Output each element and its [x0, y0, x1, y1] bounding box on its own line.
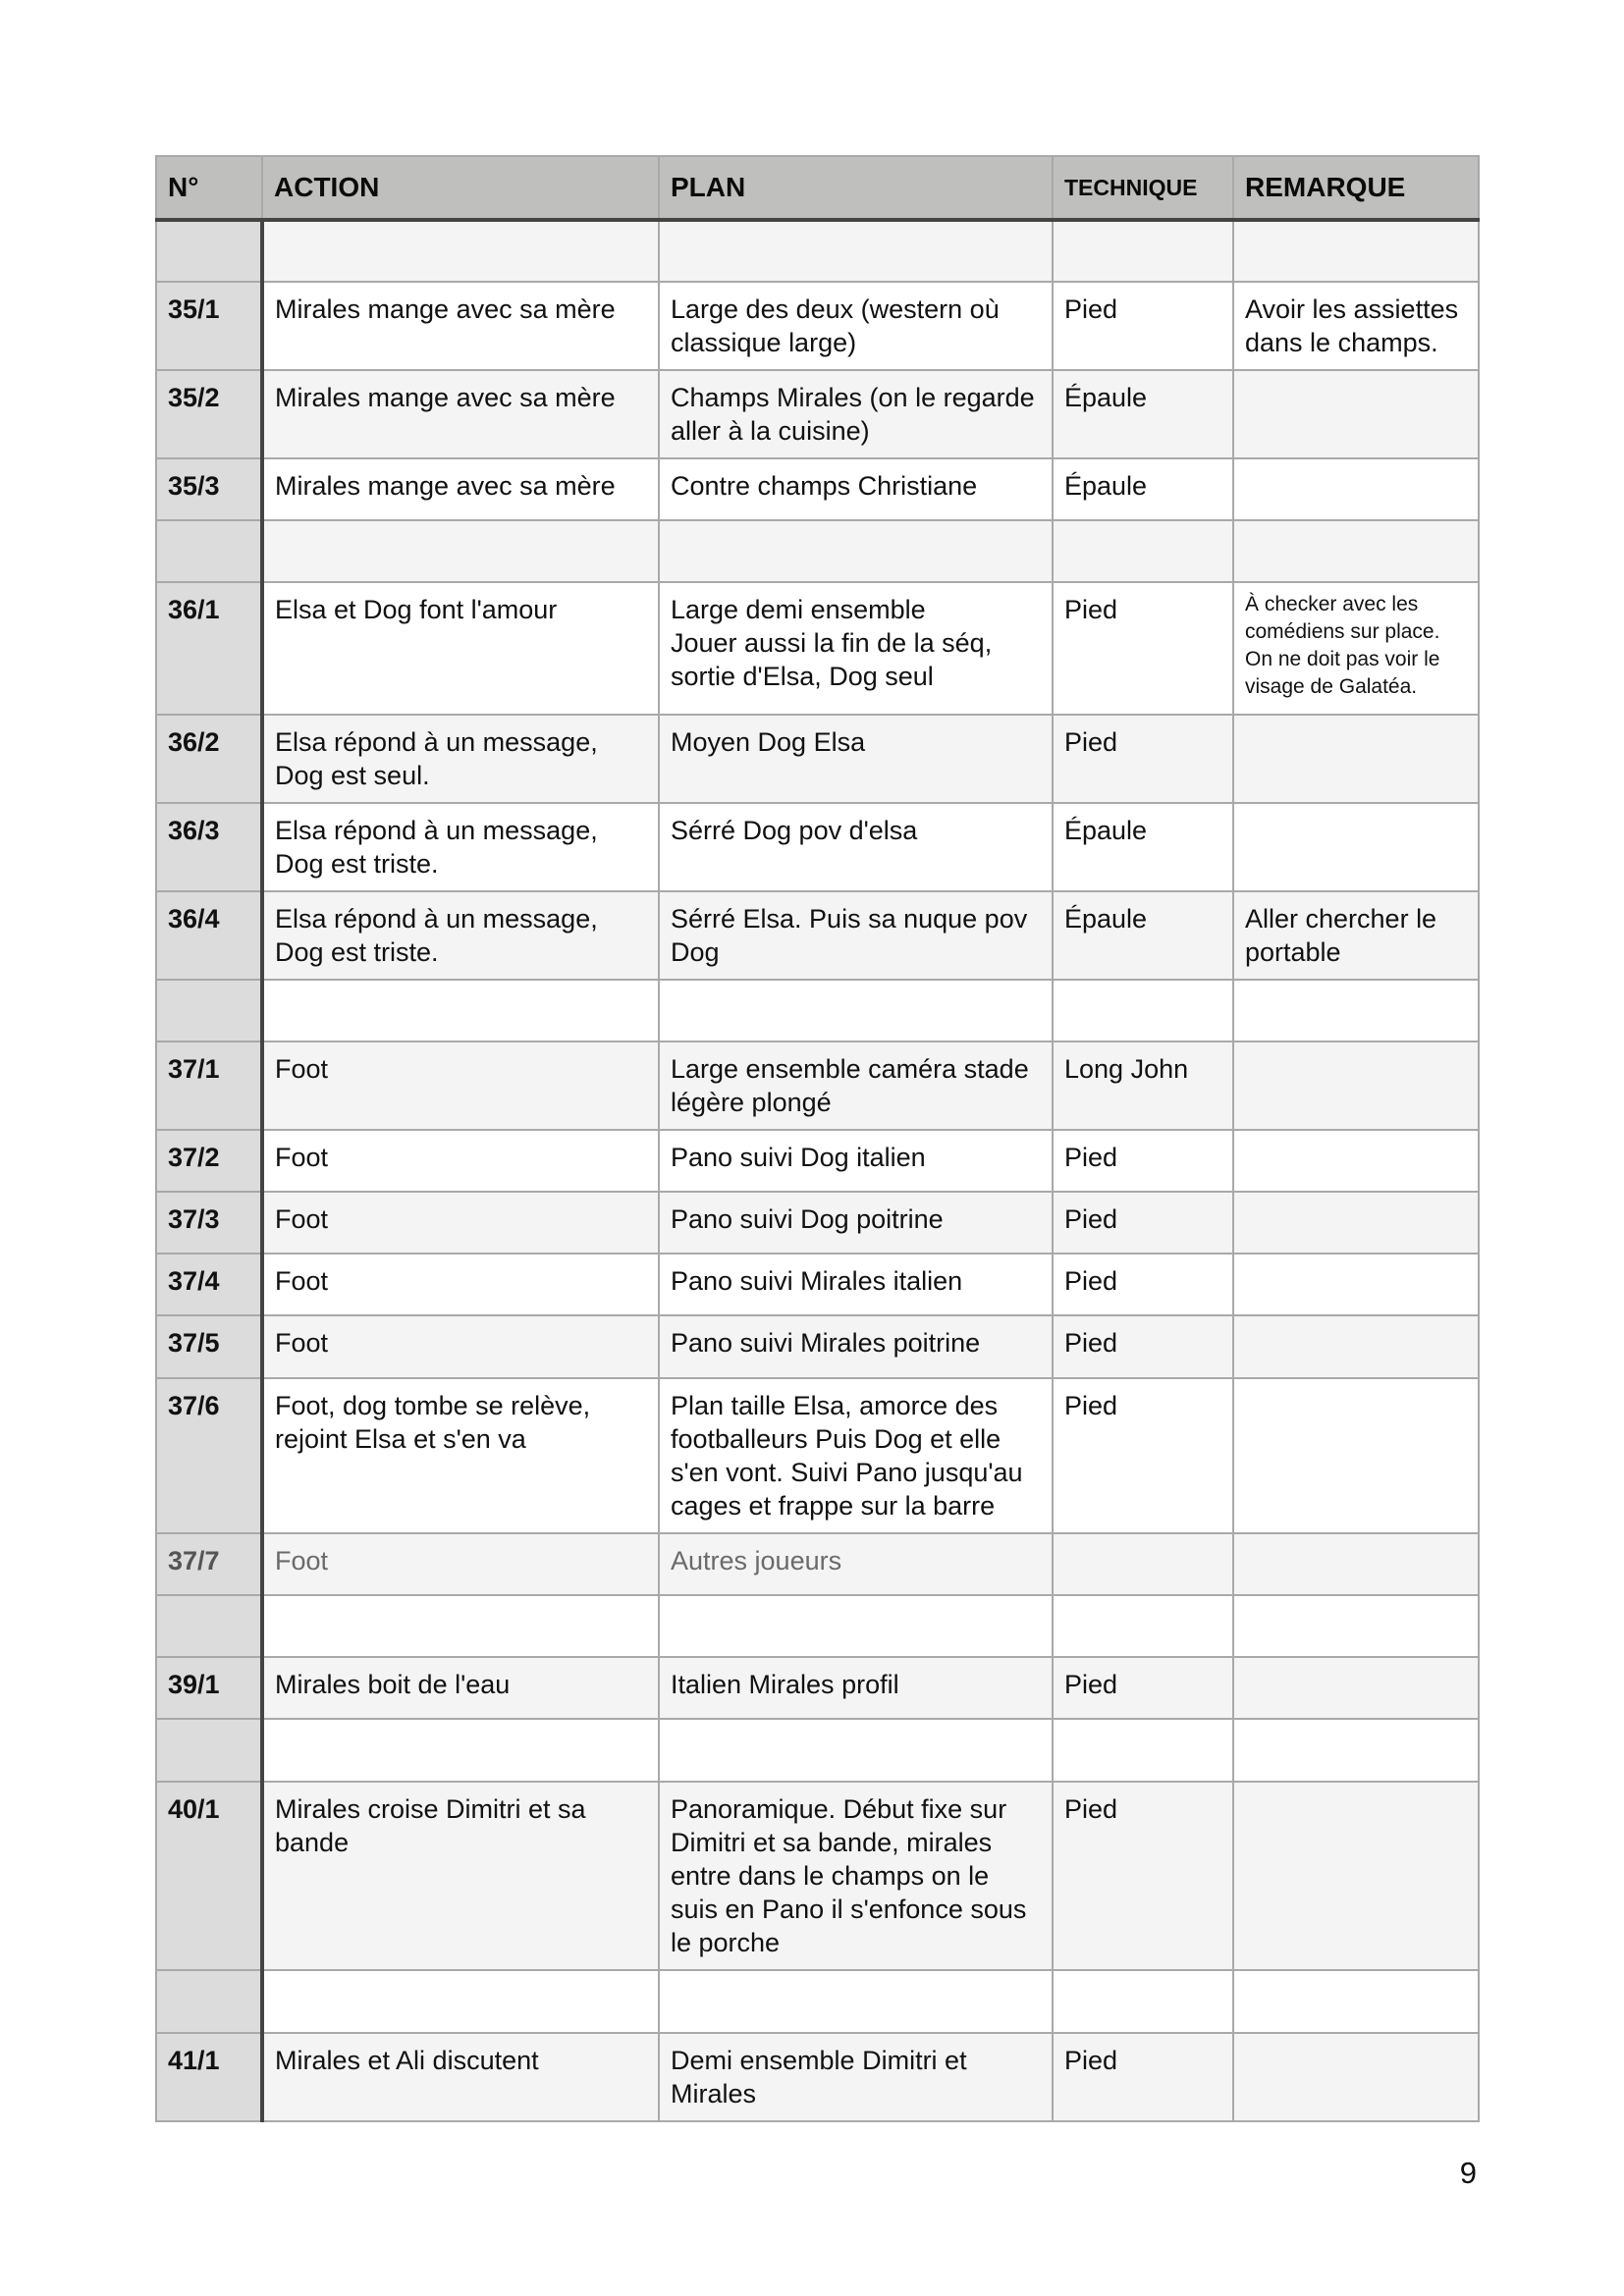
cell-plan-text: Autres joueurs: [671, 1546, 842, 1575]
cell-num-text: 37/7: [168, 1546, 220, 1575]
cell-technique-text: Pied: [1064, 1794, 1118, 1824]
cell-plan-text: Large demi ensemble Jouer aussi la fin de la séq, sortie d'Elsa, Dog seul: [671, 595, 993, 691]
cell-technique: [1053, 458, 1233, 520]
cell-action-text: Mirales boit de l'eau: [275, 1670, 511, 1699]
page-number: 9: [1459, 2156, 1477, 2190]
cell-action-text: Mirales et Ali discutent: [275, 2046, 539, 2075]
cell-plan-text: Pano suivi Dog italien: [671, 1143, 926, 1172]
cell-num: [156, 520, 262, 582]
cell-plan: [659, 891, 1053, 980]
cell-technique-text: Pied: [1064, 1670, 1118, 1699]
table-row: [156, 1315, 1479, 1378]
cell-num: [156, 1041, 262, 1130]
cell-action: [262, 1254, 659, 1315]
cell-plan: [659, 715, 1053, 803]
table-row: [156, 458, 1479, 520]
table-row: [156, 1378, 1479, 1533]
cell-plan-text: Plan taille Elsa, amorce des footballeurs Puis Dog et elle s'en vont. Suivi Pano jusqu'au cages et frappe sur la barre: [671, 1391, 1023, 1521]
cell-num: [156, 2033, 262, 2121]
cell-plan-text: Panoramique. Début fixe sur Dimitri et sa bande, mirales entre dans le champs on le suis en Pano il s'enfonce sous le porche: [671, 1794, 1027, 1957]
cell-plan: [659, 2033, 1053, 2121]
cell-action-text: Elsa répond à un message, Dog est triste.: [275, 904, 598, 967]
cell-action: [262, 1657, 659, 1719]
cell-num: [156, 980, 262, 1041]
cell-num: [156, 715, 262, 803]
cell-action-text: Foot, dog tombe se relève, rejoint Elsa et s'en va: [275, 1391, 591, 1454]
cell-num-text: 36/2: [168, 727, 220, 757]
cell-technique: [1053, 1533, 1233, 1595]
cell-num-text: 36/4: [168, 904, 220, 934]
cell-remarque: [1233, 1970, 1479, 2033]
cell-action-text: Foot: [275, 1266, 329, 1296]
cell-remarque: [1233, 1595, 1479, 1657]
cell-action: [262, 1533, 659, 1595]
shot-list-table: [155, 155, 1480, 2122]
cell-num: [156, 1378, 262, 1533]
cell-plan: [659, 1254, 1053, 1315]
cell-num: [156, 1782, 262, 1970]
cell-plan: [659, 220, 1053, 282]
cell-num: [156, 1595, 262, 1657]
cell-action: [262, 458, 659, 520]
cell-remarque: [1233, 1130, 1479, 1192]
cell-plan: [659, 1378, 1053, 1533]
cell-num: [156, 220, 262, 282]
cell-remarque: [1233, 715, 1479, 803]
table-row-spacer: [156, 520, 1479, 582]
header-remarque: REMARQUE: [1233, 156, 1479, 220]
cell-plan: [659, 1130, 1053, 1192]
cell-num-text: 37/6: [168, 1391, 220, 1420]
cell-plan: [659, 1657, 1053, 1719]
table-body: [156, 220, 1479, 2121]
cell-remarque: [1233, 1719, 1479, 1782]
cell-remarque: [1233, 458, 1479, 520]
table-row: [156, 282, 1479, 370]
cell-technique-text: Épaule: [1064, 816, 1148, 845]
header-technique: TECHNIQUE: [1053, 156, 1233, 220]
table-row-spacer: [156, 980, 1479, 1041]
cell-plan: [659, 1782, 1053, 1970]
cell-technique: [1053, 803, 1233, 891]
cell-technique: [1053, 1192, 1233, 1254]
table-row-spacer: [156, 220, 1479, 282]
cell-action-text: Mirales mange avec sa mère: [275, 294, 616, 324]
cell-action-text: Mirales croise Dimitri et sa bande: [275, 1794, 586, 1857]
cell-num: [156, 803, 262, 891]
cell-plan: [659, 582, 1053, 715]
cell-num-text: 36/3: [168, 816, 220, 845]
cell-remarque: [1233, 1254, 1479, 1315]
cell-plan-text: Sérré Dog pov d'elsa: [671, 816, 918, 845]
cell-num: [156, 1970, 262, 2033]
cell-num-text: 41/1: [168, 2046, 220, 2075]
header-plan: PLAN: [659, 156, 1053, 220]
cell-num-text: 35/1: [168, 294, 220, 324]
cell-num-text: 37/2: [168, 1143, 220, 1172]
table-row: [156, 803, 1479, 891]
cell-remarque-text: À checker avec les comédiens sur place. On ne doit pas voir le visage de Galatéa.: [1245, 593, 1440, 698]
cell-remarque: [1233, 891, 1479, 980]
cell-plan: [659, 1595, 1053, 1657]
cell-plan: [659, 980, 1053, 1041]
cell-technique-text: Épaule: [1064, 904, 1148, 934]
cell-num-text: 35/2: [168, 383, 220, 412]
cell-remarque: [1233, 582, 1479, 715]
cell-remarque: [1233, 1533, 1479, 1595]
cell-num: [156, 458, 262, 520]
cell-plan-text: Champs Mirales (on le regarde aller à la cuisine): [671, 383, 1035, 446]
cell-plan-text: Sérré Elsa. Puis sa nuque pov Dog: [671, 904, 1028, 967]
cell-remarque: [1233, 1192, 1479, 1254]
cell-action-text: Elsa répond à un message, Dog est seul.: [275, 727, 598, 790]
table-row: [156, 1192, 1479, 1254]
cell-num: [156, 370, 262, 458]
table-row: [156, 1782, 1479, 1970]
cell-remarque: [1233, 370, 1479, 458]
cell-plan-text: Moyen Dog Elsa: [671, 727, 866, 757]
cell-remarque: [1233, 1782, 1479, 1970]
cell-technique-text: Pied: [1064, 1266, 1118, 1296]
cell-action: [262, 891, 659, 980]
cell-plan-text: Demi ensemble Dimitri et Mirales: [671, 2046, 967, 2109]
cell-num-text: 35/3: [168, 471, 220, 501]
cell-remarque-text: Avoir les assiettes dans le champs.: [1245, 294, 1459, 357]
cell-num-text: 37/3: [168, 1204, 220, 1234]
cell-action-text: Mirales mange avec sa mère: [275, 471, 616, 501]
table-row: [156, 1533, 1479, 1595]
cell-plan: [659, 458, 1053, 520]
cell-action: [262, 282, 659, 370]
cell-technique: [1053, 1378, 1233, 1533]
cell-remarque: [1233, 282, 1479, 370]
cell-remarque: [1233, 1315, 1479, 1378]
cell-num: [156, 1192, 262, 1254]
cell-technique: [1053, 1315, 1233, 1378]
cell-technique-text: Pied: [1064, 1204, 1118, 1234]
cell-technique-text: Épaule: [1064, 471, 1148, 501]
table-row: [156, 1254, 1479, 1315]
table-row: [156, 891, 1479, 980]
table-header-row: [156, 156, 1479, 220]
cell-num: [156, 582, 262, 715]
cell-technique: [1053, 1970, 1233, 2033]
cell-technique-text: Long John: [1064, 1054, 1189, 1084]
cell-plan: [659, 803, 1053, 891]
cell-action-text: Foot: [275, 1143, 329, 1172]
header-num: N°: [156, 156, 262, 220]
cell-action-text: Elsa et Dog font l'amour: [275, 595, 558, 624]
cell-technique: [1053, 1782, 1233, 1970]
cell-action: [262, 1041, 659, 1130]
cell-technique: [1053, 2033, 1233, 2121]
cell-remarque: [1233, 980, 1479, 1041]
cell-remarque: [1233, 220, 1479, 282]
cell-action-text: Mirales mange avec sa mère: [275, 383, 616, 412]
cell-plan-text: Contre champs Christiane: [671, 471, 978, 501]
cell-plan: [659, 1533, 1053, 1595]
cell-technique-text: Pied: [1064, 595, 1118, 624]
table-row: [156, 715, 1479, 803]
cell-num: [156, 891, 262, 980]
cell-num-text: 40/1: [168, 1794, 220, 1824]
cell-action: [262, 520, 659, 582]
cell-plan: [659, 520, 1053, 582]
cell-num: [156, 1315, 262, 1378]
cell-remarque: [1233, 520, 1479, 582]
table-row-spacer: [156, 1595, 1479, 1657]
cell-plan-text: Pano suivi Mirales italien: [671, 1266, 963, 1296]
cell-technique: [1053, 1657, 1233, 1719]
table-row: [156, 2033, 1479, 2121]
cell-action-text: Foot: [275, 1054, 329, 1084]
cell-action: [262, 980, 659, 1041]
cell-technique: [1053, 1595, 1233, 1657]
cell-technique: [1053, 520, 1233, 582]
cell-action: [262, 1192, 659, 1254]
cell-technique: [1053, 1041, 1233, 1130]
cell-plan-text: Italien Mirales profil: [671, 1670, 899, 1699]
cell-action: [262, 1782, 659, 1970]
cell-technique: [1053, 220, 1233, 282]
cell-remarque: [1233, 803, 1479, 891]
cell-remarque: [1233, 1041, 1479, 1130]
cell-action: [262, 370, 659, 458]
cell-plan-text: Pano suivi Mirales poitrine: [671, 1328, 981, 1358]
cell-num: [156, 1657, 262, 1719]
cell-plan: [659, 1315, 1053, 1378]
table-row-spacer: [156, 1719, 1479, 1782]
cell-plan-text: Large ensemble caméra stade légère plongé: [671, 1054, 1029, 1117]
cell-action-text: Foot: [275, 1328, 329, 1358]
cell-num-text: 37/4: [168, 1266, 220, 1296]
cell-action-text: Foot: [275, 1546, 329, 1575]
cell-technique: [1053, 1719, 1233, 1782]
cell-plan-text: Large des deux (western où classique large): [671, 294, 1000, 357]
cell-remarque: [1233, 1657, 1479, 1719]
cell-action: [262, 715, 659, 803]
cell-remarque: [1233, 1378, 1479, 1533]
cell-plan: [659, 1041, 1053, 1130]
cell-num-text: 36/1: [168, 595, 220, 624]
cell-technique-text: Pied: [1064, 294, 1118, 324]
cell-technique: [1053, 715, 1233, 803]
cell-action-text: Foot: [275, 1204, 329, 1234]
cell-plan: [659, 1970, 1053, 2033]
cell-action: [262, 1970, 659, 2033]
table-row: [156, 1657, 1479, 1719]
header-action: ACTION: [262, 156, 659, 220]
cell-technique: [1053, 370, 1233, 458]
cell-technique: [1053, 282, 1233, 370]
cell-technique-text: Pied: [1064, 2046, 1118, 2075]
cell-technique: [1053, 980, 1233, 1041]
cell-plan: [659, 370, 1053, 458]
cell-plan: [659, 282, 1053, 370]
table-row: [156, 582, 1479, 715]
cell-num: [156, 282, 262, 370]
cell-technique: [1053, 1130, 1233, 1192]
cell-action: [262, 803, 659, 891]
cell-num-text: 37/5: [168, 1328, 220, 1358]
cell-num: [156, 1719, 262, 1782]
cell-technique-text: Épaule: [1064, 383, 1148, 412]
cell-action-text: Elsa répond à un message, Dog est triste.: [275, 816, 598, 879]
cell-technique-text: Pied: [1064, 1143, 1118, 1172]
cell-action: [262, 582, 659, 715]
table-row: [156, 1041, 1479, 1130]
cell-num: [156, 1533, 262, 1595]
cell-action: [262, 220, 659, 282]
cell-num-text: 39/1: [168, 1670, 220, 1699]
cell-action: [262, 2033, 659, 2121]
cell-technique-text: Pied: [1064, 1391, 1118, 1420]
cell-technique: [1053, 582, 1233, 715]
table-row: [156, 1130, 1479, 1192]
cell-num: [156, 1130, 262, 1192]
cell-num: [156, 1254, 262, 1315]
cell-technique-text: Pied: [1064, 1328, 1118, 1358]
cell-remarque: [1233, 2033, 1479, 2121]
cell-num-text: 37/1: [168, 1054, 220, 1084]
cell-action: [262, 1378, 659, 1533]
cell-action: [262, 1719, 659, 1782]
cell-action: [262, 1595, 659, 1657]
cell-plan: [659, 1192, 1053, 1254]
cell-action: [262, 1130, 659, 1192]
cell-plan: [659, 1719, 1053, 1782]
cell-remarque-text: Aller chercher le portable: [1245, 904, 1437, 967]
cell-technique: [1053, 891, 1233, 980]
table-row: [156, 370, 1479, 458]
cell-action: [262, 1315, 659, 1378]
cell-technique-text: Pied: [1064, 727, 1118, 757]
table-row-spacer: [156, 1970, 1479, 2033]
cell-plan-text: Pano suivi Dog poitrine: [671, 1204, 944, 1234]
cell-technique: [1053, 1254, 1233, 1315]
